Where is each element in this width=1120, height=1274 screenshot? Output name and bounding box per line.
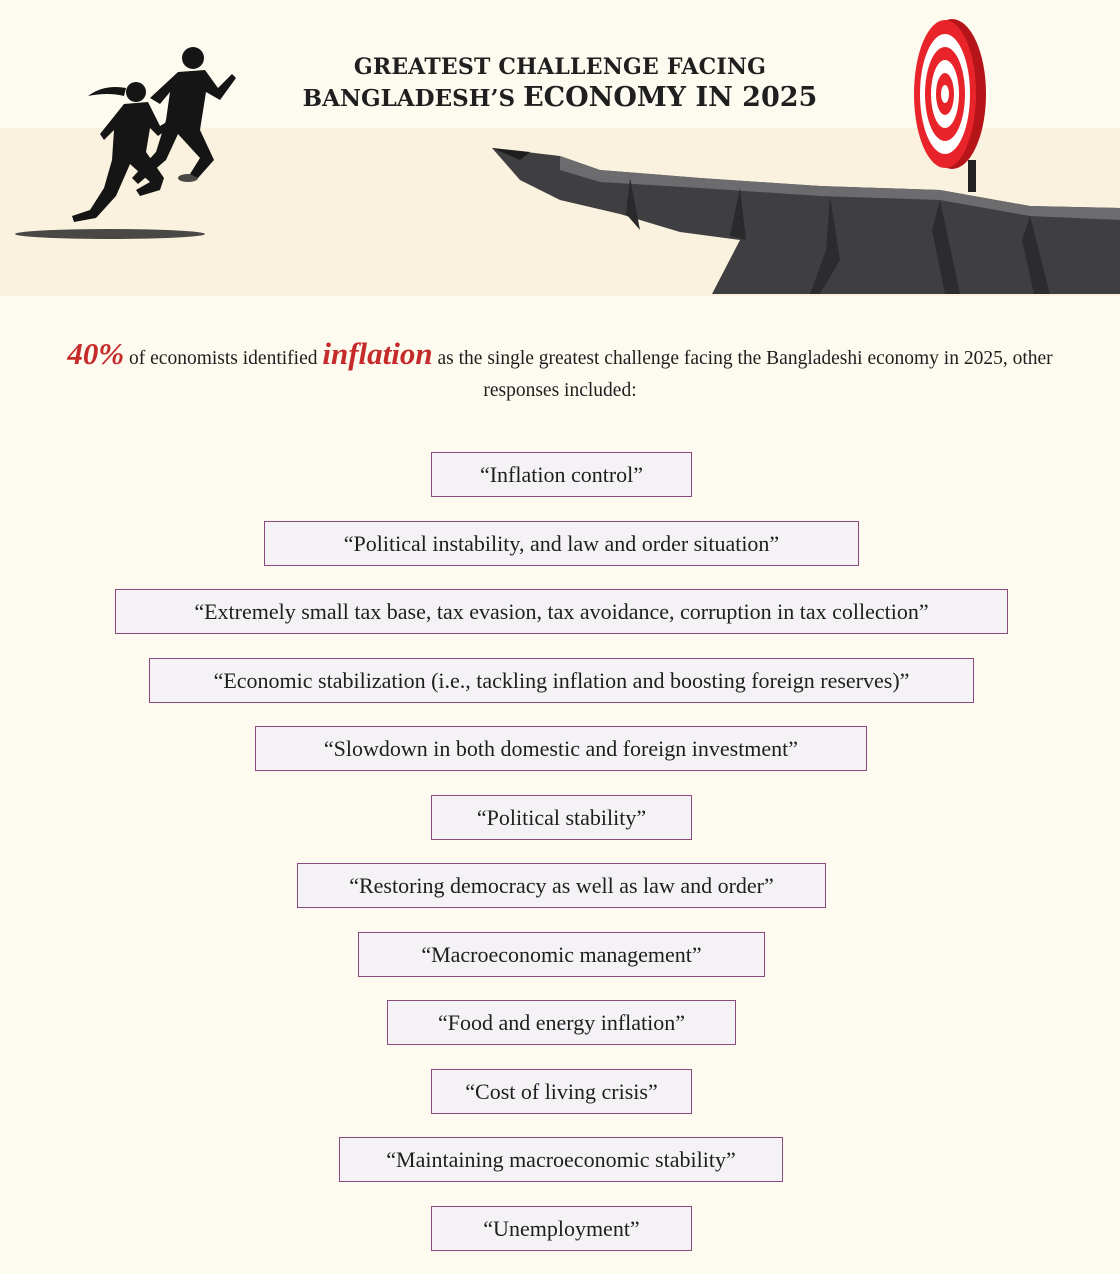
response-item: “Maintaining macroeconomic stability” [339,1137,783,1182]
header-illustration [0,0,1120,296]
response-item: “Political stability” [431,795,692,840]
response-item: “Restoring democracy as well as law and order” [297,863,826,908]
response-item: “Economic stabilization (i.e., tackling inflation and boosting foreign reserves)” [149,658,974,703]
response-item: “Political instability, and law and order situation” [264,521,859,566]
page-title [300,52,820,115]
response-item: “Inflation control” [431,452,692,497]
intro-paragraph [40,338,1080,407]
cliff-illustration [492,148,1120,294]
response-item: “Extremely small tax base, tax evasion, tax avoidance, corruption in tax collection” [115,589,1008,634]
intro-percent: 40% [67,336,125,371]
response-item: “Macroeconomic management” [358,932,765,977]
intro-text-before: of economists identified [124,348,323,369]
title-line-2-prefix: BANGLADESH’S [302,85,524,112]
response-item: “Food and energy inflation” [387,1000,736,1045]
target-icon [914,19,986,192]
response-item: “Unemployment” [431,1206,692,1251]
intro-keyword: inflation [322,336,433,371]
response-item: “Slowdown in both domestic and foreign investment” [255,726,867,771]
runners-silhouette-icon [72,47,236,222]
intro-text-after: as the single greatest challenge facing the Bangladeshi economy in 2025, other responses included: [432,348,1053,401]
runner-shadow [15,229,205,239]
title-line-1: GREATEST CHALLENGE FACING [353,54,767,80]
response-item: “Cost of living crisis” [431,1069,692,1114]
header-banner [0,0,1120,296]
title-line-2 [300,82,820,115]
title-line-2-emphasis: ECONOMY IN 2025 [523,82,818,113]
